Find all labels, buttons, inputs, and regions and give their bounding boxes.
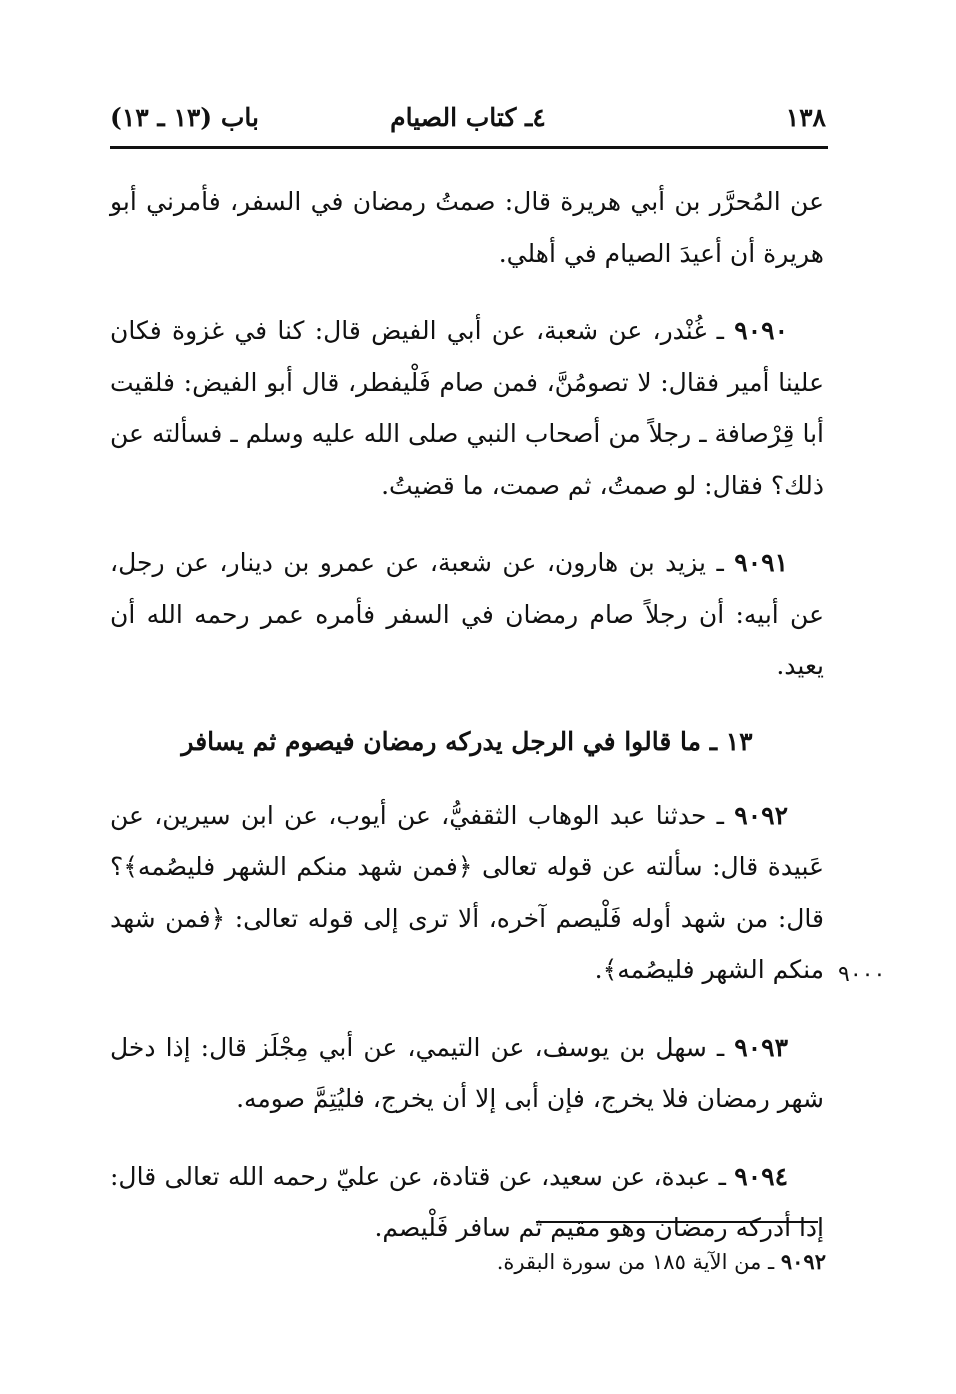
book-title: ٤ـ كتاب الصيام xyxy=(390,103,546,132)
footnote xyxy=(110,1244,826,1280)
running-header xyxy=(110,98,826,142)
hadith-9092 xyxy=(110,790,824,996)
hadith-text: ـ يزيد بن هارون، عن شعبة، عن عمرو بن دينار، عن رجل، عن أبيه: أن رجلاً صام رمضان في السفر فأمره عمر رحمه الله أن يعيد. xyxy=(110,548,824,680)
hadith-number: ٩٠٩٤ xyxy=(734,1161,788,1191)
hadith-number: ٩٠٩٢ xyxy=(734,800,788,830)
footnote-number: ٩٠٩٢ xyxy=(780,1249,826,1274)
hadith-text: ـ غُنْدر، عن شعبة، عن أبي الفيض قال: كنا في غزوة فكان علينا أمير فقال: لا تصومُنَّ، فمن صام فَلْيفطر، قال أبو الفيض: فلقيت أبا قِرْصافة ـ رجلاً من أصحاب النبي صلى الله عليه وسلم ـ فسألته عن ذلك؟ فقال: لو صمتُ، ثم صمت، ما قضيتُ. xyxy=(110,316,825,500)
body-text xyxy=(110,176,824,1280)
margin-number: ٩٠٠٠ xyxy=(838,962,886,987)
hadith-number: ٩٠٩١ xyxy=(734,548,788,577)
footnote-rule xyxy=(536,1221,818,1223)
hadith-9090 xyxy=(110,305,824,511)
paragraph-text: عن المُحرَّر بن أبي هريرة قال: صمتُ رمضان في السفر، فأمرني أبو هريرة أن أعيدَ الصيام في أهلي. xyxy=(110,187,824,268)
header-rule xyxy=(110,146,828,149)
section-heading: ١٣ ـ ما قالوا في الرجل يدركه رمضان فيصوم ثم يسافر xyxy=(181,726,753,756)
footnote-text: ـ من الآية ١٨٥ من سورة البقرة. xyxy=(496,1250,781,1274)
hadith-number: ٩٠٩٠ xyxy=(734,316,788,345)
hadith-number: ٩٠٩٣ xyxy=(734,1032,788,1062)
chapter-reference: باب (١٣ ـ ١٣) xyxy=(110,103,259,132)
hadith-9091 xyxy=(110,537,824,692)
hadith-text: ـ سهل بن يوسف، عن التيمي، عن أبي مِجْلَز قال: إذا دخل شهر رمضان فلا يخرج، فإن أبى إلا أن يخرج، فليُتِمَّ صومه. xyxy=(110,1032,824,1113)
hadith-9093 xyxy=(110,1022,824,1125)
hadith-text: ـ عبدة، عن سعيد، عن قتادة، عن عليّ رحمه الله تعالى قال: إذا أدركه رمضان وهو مقيم ثم سافر فَلْيصم. xyxy=(110,1161,824,1242)
hadith-9094 xyxy=(110,1151,824,1254)
page-number: ١٣٨ xyxy=(785,103,826,132)
paragraph-continued xyxy=(110,176,824,279)
hadith-text: ـ حدثنا عبد الوهاب الثقفيُّ، عن أيوب، عن ابن سيرين، عن عَبيدة قال: سألته عن قوله تعالى ﴿فمن شهد منكم الشهر فليصُمه﴾؟ قال: من شهد أوله فَلْيصم آخره، ألا ترى إلى قوله تعالى: ﴿فمن شهد منكم الشهر فليصُمه﴾. xyxy=(110,800,824,984)
